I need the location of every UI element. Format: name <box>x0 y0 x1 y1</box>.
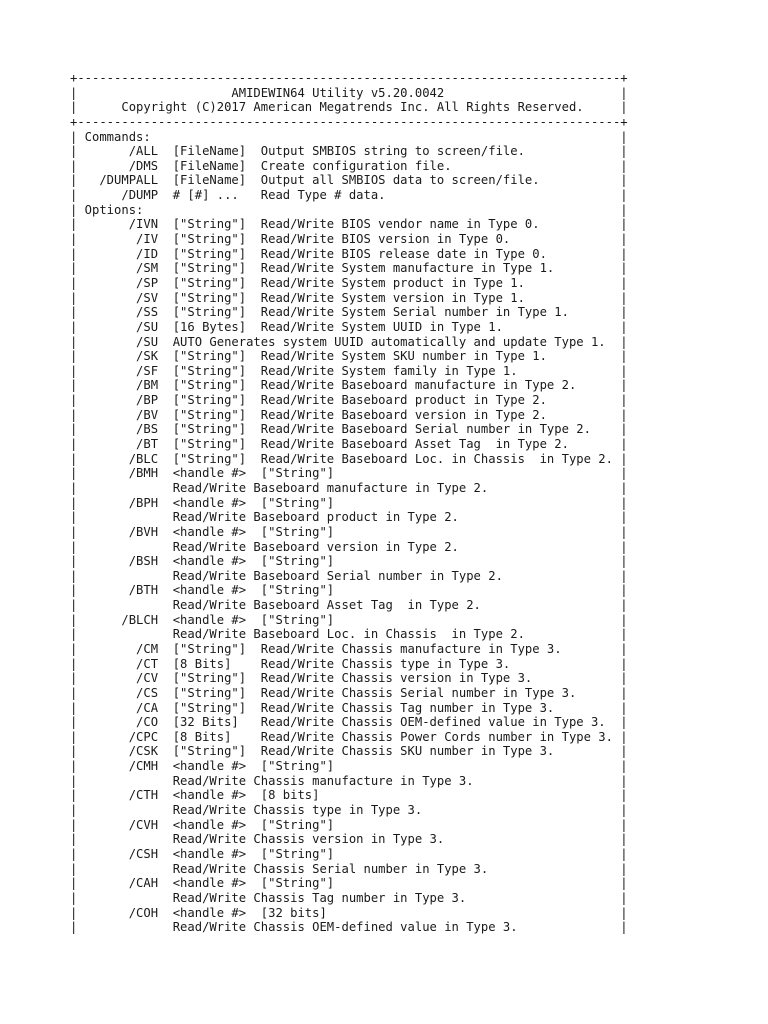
option-line: | /CSH <handle #> ["String"] | <box>70 846 628 861</box>
option-line: | /BSH <handle #> ["String"] | <box>70 554 628 569</box>
document-page <box>70 71 710 935</box>
utility-title: | AMIDEWIN64 Utility v5.20.0042 | <box>70 85 628 100</box>
option-description: | Read/Write Chassis OEM-defined value in Type 3. | <box>70 920 628 935</box>
option-line: | /CVH <handle #> ["String"] | <box>70 817 628 832</box>
option-line: | /CV ["String"] Read/Write Chassis version in Type 3. | <box>70 671 628 686</box>
option-line: | /COH <handle #> [32 bits] | <box>70 905 628 920</box>
option-line: | /BLC ["String"] Read/Write Baseboard Loc. in Chassis in Type 2. | <box>70 451 628 466</box>
option-line: | /CMH <handle #> ["String"] | <box>70 759 628 774</box>
option-description: | Read/Write Baseboard version in Type 2. | <box>70 539 628 554</box>
copyright-line: | Copyright (C)2017 American Megatrends Inc. All Rights Reserved. | <box>70 100 628 115</box>
option-line: | /CSK ["String"] Read/Write Chassis SKU number in Type 3. | <box>70 744 628 759</box>
option-description: | Read/Write Baseboard Loc. in Chassis in Type 2. | <box>70 627 628 642</box>
option-line: | /SF ["String"] Read/Write System family in Type 1. | <box>70 363 628 378</box>
option-description: | Read/Write Chassis version in Type 3. | <box>70 832 628 847</box>
option-line: | /CS ["String"] Read/Write Chassis Serial number in Type 3. | <box>70 685 628 700</box>
option-description: | Read/Write Baseboard manufacture in Type 2. | <box>70 480 628 495</box>
option-description: | Read/Write Chassis type in Type 3. | <box>70 803 628 818</box>
command-line: | /ALL [FileName] Output SMBIOS string to screen/file. | <box>70 144 628 159</box>
section-heading-options: | Options: | <box>70 202 628 217</box>
option-line: | /SS ["String"] Read/Write System Serial number in Type 1. | <box>70 305 628 320</box>
option-line: | /CTH <handle #> [8 bits] | <box>70 788 628 803</box>
section-heading-commands: | Commands: | <box>70 129 628 144</box>
option-line: | /CM ["String"] Read/Write Chassis manufacture in Type 3. | <box>70 641 628 656</box>
option-line: | /SV ["String"] Read/Write System version in Type 1. | <box>70 290 628 305</box>
option-line: | /SP ["String"] Read/Write System product in Type 1. | <box>70 275 628 290</box>
option-description: | Read/Write Chassis Serial number in Type 3. | <box>70 861 628 876</box>
option-description: | Read/Write Chassis Tag number in Type 3. | <box>70 890 628 905</box>
option-line: | /BPH <handle #> ["String"] | <box>70 495 628 510</box>
command-line: | /DUMPALL [FileName] Output all SMBIOS data to screen/file. | <box>70 173 628 188</box>
option-description: | Read/Write Baseboard product in Type 2. | <box>70 510 628 525</box>
option-line: | /BT ["String"] Read/Write Baseboard Asset Tag in Type 2. | <box>70 437 628 452</box>
option-line: | /IV ["String"] Read/Write BIOS version in Type 0. | <box>70 232 628 247</box>
option-line: | /BV ["String"] Read/Write Baseboard version in Type 2. | <box>70 407 628 422</box>
option-line: | /CO [32 Bits] Read/Write Chassis OEM-defined value in Type 3. | <box>70 715 628 730</box>
option-line: | /BS ["String"] Read/Write Baseboard Serial number in Type 2. | <box>70 422 628 437</box>
option-line: | /CPC [8 Bits] Read/Write Chassis Power Cords number in Type 3. | <box>70 729 628 744</box>
option-line: | /SU [16 Bytes] Read/Write System UUID in Type 1. | <box>70 319 628 334</box>
option-line: | /BP ["String"] Read/Write Baseboard product in Type 2. | <box>70 393 628 408</box>
option-description: | Read/Write Baseboard Asset Tag in Type 2. | <box>70 598 628 613</box>
option-line: | /IVN ["String"] Read/Write BIOS vendor name in Type 0. | <box>70 217 628 232</box>
option-line: | /BLCH <handle #> ["String"] | <box>70 612 628 627</box>
command-line: | /DUMP # [#] ... Read Type # data. | <box>70 188 628 203</box>
option-description: | Read/Write Chassis manufacture in Type 3. | <box>70 773 628 788</box>
option-line: | /SU AUTO Generates system UUID automatically and update Type 1. | <box>70 334 628 349</box>
option-line: | /BTH <handle #> ["String"] | <box>70 583 628 598</box>
option-line: | /BVH <handle #> ["String"] | <box>70 524 628 539</box>
option-line: | /BMH <handle #> ["String"] | <box>70 466 628 481</box>
option-line: | /CT [8 Bits] Read/Write Chassis type in Type 3. | <box>70 656 628 671</box>
command-line: | /DMS [FileName] Create configuration file. | <box>70 158 628 173</box>
option-line: | /SK ["String"] Read/Write System SKU number in Type 1. | <box>70 349 628 364</box>
header-border-bottom: +--------------------------------------------------------------------------+ <box>70 114 628 129</box>
option-line: | /CA ["String"] Read/Write Chassis Tag number in Type 3. | <box>70 700 628 715</box>
option-line: | /SM ["String"] Read/Write System manufacture in Type 1. | <box>70 261 628 276</box>
option-line: | /CAH <handle #> ["String"] | <box>70 876 628 891</box>
header-border-top: +--------------------------------------------------------------------------+ <box>70 71 628 85</box>
option-line: | /ID ["String"] Read/Write BIOS release date in Type 0. | <box>70 246 628 261</box>
option-description: | Read/Write Baseboard Serial number in Type 2. | <box>70 568 628 583</box>
option-line: | /BM ["String"] Read/Write Baseboard manufacture in Type 2. | <box>70 378 628 393</box>
